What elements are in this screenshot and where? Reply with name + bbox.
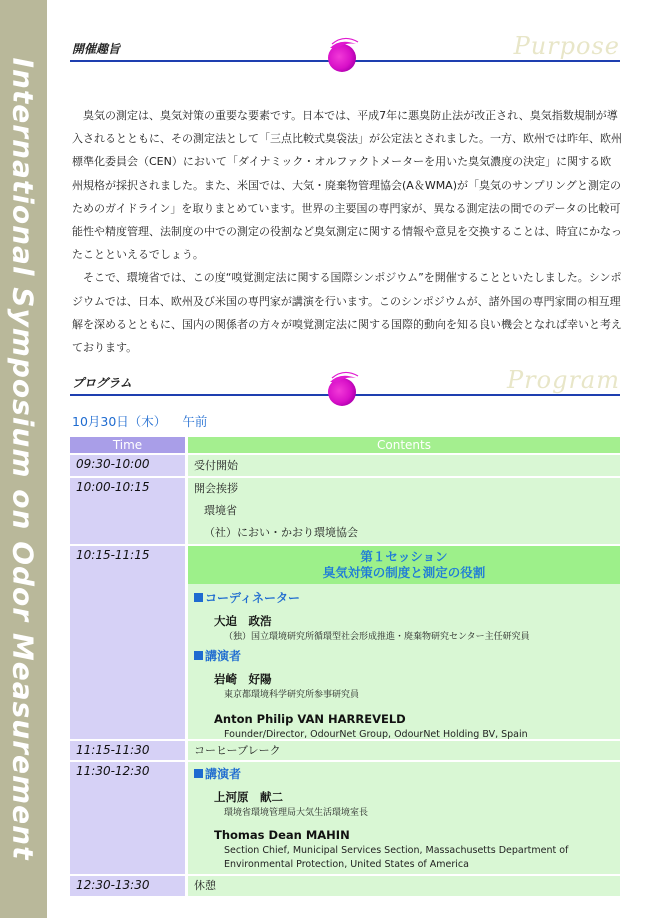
contents-cell bbox=[188, 741, 620, 760]
person-affiliation: （独）国立環境研究所循環型社会形成推進・廃棄物研究センター主任研究員 bbox=[224, 632, 530, 642]
date-text: 10月30日（木） bbox=[72, 414, 167, 429]
session-band bbox=[188, 546, 620, 584]
time-cell: 09:30-10:00 bbox=[70, 455, 185, 476]
sidebar-title: International Symposium on Odor Measurement bbox=[6, 57, 40, 861]
ampm-text: 午前 bbox=[182, 414, 208, 429]
row-sub: 環境省 bbox=[204, 504, 237, 517]
time-column-header: Time bbox=[70, 437, 185, 453]
intro-paragraph: 臭気の測定は、臭気対策の重要な要素です。日本では、平成7年に悪臭防止法が改正され、臭気指数規制が導入されるとともに、その測定法として「三点比較式臭袋法」が公定法とされました。一方、欧州では昨年、欧州標準化委員会（CEN）において「ダイナミック・オルファクトメーターを用いた臭気濃度の決定」に関する欧州規格が採択されました。また、米国では、大気・廃棄物管理協会(A＆WMA)が「臭気のサンプリングと測定のためのガイドライン」を取りまとめています。世界の主要国の専門家が、異なる測定法の間でのデータの比較可能性や精度管理、法制度の中での測定の役割など臭気測定に関する情報や意見を交換することは、時宜にかなったことといえるでしょう。 bbox=[72, 109, 622, 262]
square-bullet-icon bbox=[194, 651, 203, 660]
row-sub: （社）におい・かおり環境協会 bbox=[204, 526, 358, 539]
person-name: 上河原 献二 bbox=[214, 790, 283, 804]
person-affiliation: 環境省環境管理局大気生活環境室長 bbox=[224, 808, 369, 818]
time-cell: 11:30-12:30 bbox=[70, 762, 185, 874]
row-title: 受付開始 bbox=[194, 459, 238, 472]
person-name: Anton Philip VAN HARREVELD bbox=[214, 712, 406, 726]
contents-cell bbox=[188, 876, 620, 896]
contents-column-header: Contents bbox=[188, 437, 620, 453]
session-subtitle: 臭気対策の制度と測定の役割 bbox=[322, 565, 486, 580]
purpose-script: Purpose bbox=[513, 32, 620, 60]
person-affiliation: Founder/Director, OdourNet Group, OdourNet Holding BV, Spain bbox=[224, 729, 528, 740]
table-row bbox=[70, 762, 620, 874]
magenta-swirl-icon bbox=[322, 370, 362, 410]
table-row bbox=[70, 478, 620, 544]
person-affiliation: 東京都環境科学研究所参事研究員 bbox=[224, 690, 360, 700]
square-bullet-icon bbox=[194, 593, 203, 602]
contents-cell bbox=[188, 478, 620, 544]
contents-cell bbox=[188, 455, 620, 476]
table-row bbox=[70, 546, 620, 739]
row-title: 開会挨拶 bbox=[194, 482, 238, 495]
coordinator-role bbox=[194, 588, 620, 608]
person-name: 大迫 政浩 bbox=[214, 614, 272, 628]
time-cell: 10:00-10:15 bbox=[70, 478, 185, 544]
role-label: 講演者 bbox=[205, 767, 242, 781]
row-title: コーヒーブレーク bbox=[194, 744, 281, 757]
row-title: 休憩 bbox=[194, 879, 216, 892]
program-date bbox=[72, 412, 207, 430]
program-table bbox=[70, 437, 620, 898]
role-label: 講演者 bbox=[205, 649, 242, 663]
intro-text bbox=[72, 104, 622, 359]
person-affiliation: Section Chief, Municipal Services Section, Massachusetts Department of Environmental Protection, United States of America bbox=[224, 845, 569, 870]
table-row bbox=[70, 455, 620, 476]
table-row bbox=[70, 876, 620, 896]
time-cell: 10:15-11:15 bbox=[70, 546, 185, 739]
contents-cell bbox=[188, 762, 620, 874]
program-label: プログラム bbox=[72, 376, 132, 390]
purpose-label: 開催趣旨 bbox=[72, 42, 121, 56]
purpose-heading bbox=[70, 32, 620, 80]
sidebar bbox=[0, 0, 47, 918]
time-cell: 11:15-11:30 bbox=[70, 741, 185, 760]
program-table-header bbox=[70, 437, 620, 453]
contents-cell bbox=[188, 546, 620, 739]
role-label: コーディネーター bbox=[205, 591, 301, 605]
speakers-role bbox=[194, 646, 620, 666]
person-name: Thomas Dean MAHIN bbox=[214, 828, 350, 842]
session-title: 第１セッション bbox=[360, 549, 448, 564]
intro-paragraph: そこで、環境省では、この度“嗅覚測定法に関する国際シンポジウム”を開催することといたしました。シンポジウムでは、日本、欧州及び米国の専門家が講演を行います。このシンポジウムが、諸外国の専門家間の相互理解を深めるとともに、国内の関係者の方々が嗅覚測定法に関する国際的動向を知る良い機会となれば幸いと考えております。 bbox=[72, 271, 622, 355]
table-row bbox=[70, 741, 620, 760]
time-cell: 12:30-13:30 bbox=[70, 876, 185, 896]
speakers-role bbox=[194, 764, 620, 784]
program-heading bbox=[70, 366, 620, 414]
program-script: Program bbox=[507, 366, 620, 394]
square-bullet-icon bbox=[194, 769, 203, 778]
magenta-swirl-icon bbox=[322, 36, 362, 76]
person-name: 岩崎 好陽 bbox=[214, 672, 272, 686]
